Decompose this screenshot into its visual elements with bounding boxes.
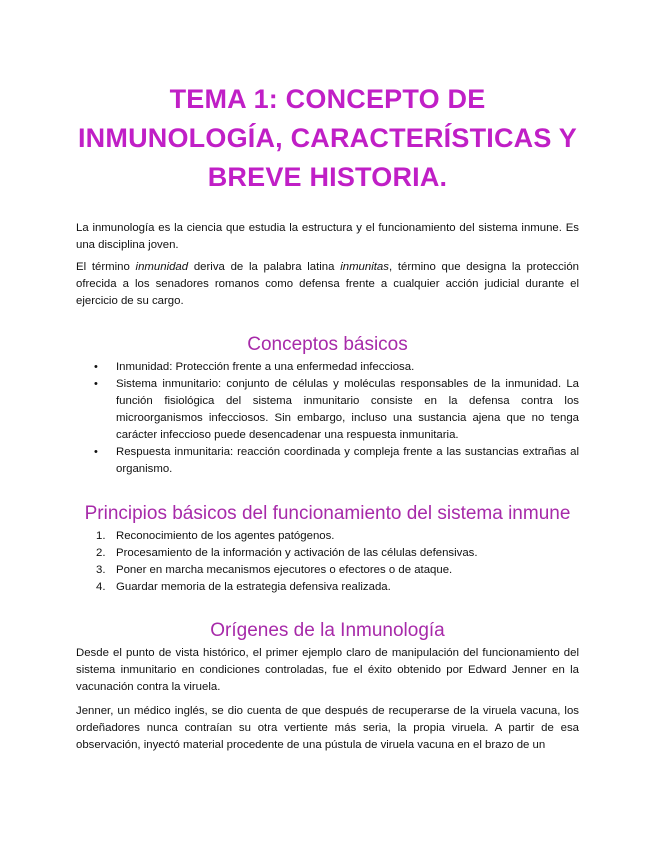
page-title <box>60 80 595 197</box>
intro-paragraph-2 <box>76 259 579 310</box>
numbered-item <box>76 562 579 579</box>
principios-list <box>76 528 579 596</box>
intro-p2-text-a: El término <box>76 261 136 273</box>
item-text: Poner en marcha mecanismos ejecutores o efectores o de ataque. <box>116 564 453 576</box>
intro-p2-text-c: , término que designa la protección ofrecida a los senadores romanos como defensa frente a cualquier acción judicial durante el ejercicio de su cargo. <box>76 261 580 307</box>
intro-p2-term-inmunitas: inmunitas <box>340 261 389 273</box>
numbered-item <box>76 528 579 545</box>
title-line-2: INMUNOLOGÍA, CARACTERÍSTICAS Y <box>77 123 577 153</box>
item-number: 2. <box>96 547 106 559</box>
origenes-paragraph-2: Jenner, un médico inglés, se dio cuenta de que después de recuperarse de la viruela vacuna, los ordeñadores nunca contraían su otra vertiente más seria, la propia viruela. A partir de esa observación, inyectó material procedente de una pústula de viruela vacuna en el brazo de un <box>76 705 579 751</box>
list-item-text: Respuesta inmunitaria: reacción coordinada y compleja frente a las sustancias extrañas al organismo. <box>116 446 579 475</box>
list-item <box>76 444 579 478</box>
item-text: Reconocimiento de los agentes patógenos. <box>116 530 335 542</box>
intro-p2-term-inmunidad: inmunidad <box>135 261 189 273</box>
list-item-text: Inmunidad: Protección frente a una enfermedad infecciosa. <box>116 361 415 373</box>
bullet-icon: • <box>94 361 98 373</box>
item-text: Guardar memoria de la estrategia defensiva realizada. <box>116 581 391 593</box>
item-number: 3. <box>96 564 106 576</box>
list-item <box>76 376 579 444</box>
intro-paragraph-1: La inmunología es la ciencia que estudia la estructura y el funcionamiento del sistema inmune. Es una disciplina joven. <box>76 222 579 251</box>
bullet-icon: • <box>94 446 98 458</box>
bullet-icon: • <box>94 378 98 390</box>
section-heading-principios: Principios básicos del funcionamiento del sistema inmune <box>84 503 571 524</box>
item-number: 1. <box>96 530 106 542</box>
item-text: Procesamiento de la información y activación de las células defensivas. <box>116 547 478 559</box>
intro-p2-text-b: deriva de la palabra latina <box>188 261 341 273</box>
title-line-1: TEMA 1: CONCEPTO DE <box>169 84 486 114</box>
section-heading-conceptos: Conceptos básicos <box>247 334 408 355</box>
numbered-item <box>76 579 579 596</box>
list-item <box>76 359 579 376</box>
conceptos-list <box>76 359 579 478</box>
title-line-3: BREVE HISTORIA. <box>207 162 448 192</box>
item-number: 4. <box>96 581 106 593</box>
origenes-paragraph-1: Desde el punto de vista histórico, el primer ejemplo claro de manipulación del funcionamiento del sistema inmunitario en condiciones controladas, fue el éxito obtenido por Edward Jenner en la vacunación contra la viruela. <box>76 647 579 693</box>
section-heading-origenes: Orígenes de la Inmunología <box>210 620 445 641</box>
numbered-item <box>76 545 579 562</box>
list-item-text: Sistema inmunitario: conjunto de células y moléculas responsables de la inmunidad. La función fisiológica del sistema inmunitario consiste en la defensa contra los microorganismos infecciosos. Sin embargo, incluso una sustancia ajena que no tenga carácter infeccioso puede desencadenar una respuesta inmunitaria. <box>116 378 579 441</box>
